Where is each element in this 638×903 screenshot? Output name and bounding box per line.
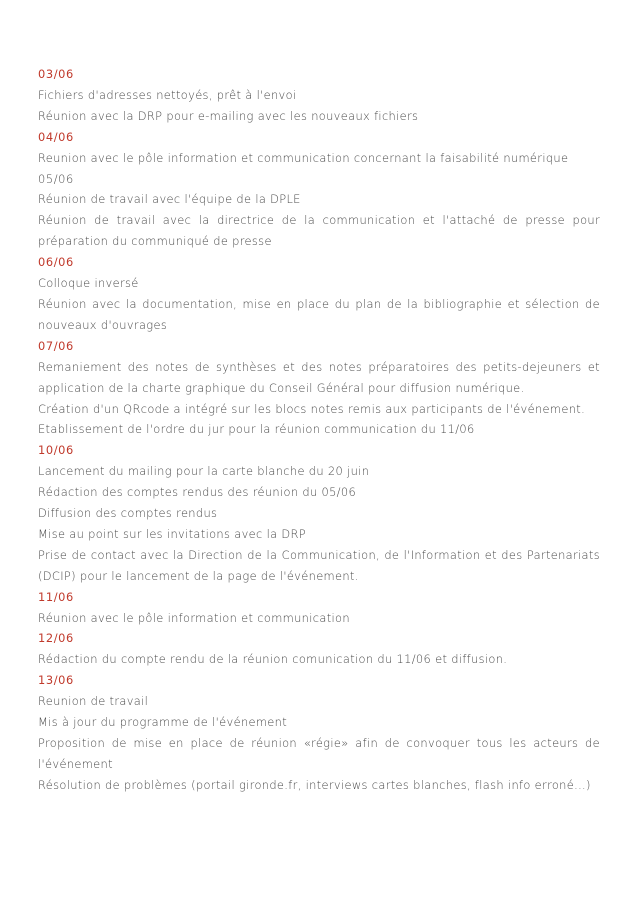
entry-item: Lancement du mailing pour la carte blanche du 20 juin bbox=[38, 464, 370, 479]
entry-item: Colloque inversé bbox=[38, 276, 139, 291]
entry-item: Etablissement de l'ordre du jur pour la réunion communication du 11/06 bbox=[38, 422, 475, 437]
entry-item: Diffusion des comptes rendus bbox=[38, 506, 218, 521]
entry-item: Prise de contact avec la Direction de la Communication, de l'Information et des Partenariats (DCIP) pour le lancement de la page de l'événement. bbox=[38, 547, 600, 583]
entry-item: Mise au point sur les invitations avec la DRP bbox=[38, 526, 307, 541]
entry-date: 13/06 bbox=[38, 673, 74, 688]
entry-date: 07/06 bbox=[38, 338, 74, 353]
entry-date: 03/06 bbox=[38, 67, 74, 81]
entry-date: 11/06 bbox=[38, 589, 74, 604]
entry-item: Remaniement des notes de synthèses et des notes préparatoires des petits-dejeuners et application de la charte graphique du Conseil Général pour diffusion numérique. bbox=[38, 359, 600, 395]
entry-item: Réunion avec le pôle information et communication bbox=[38, 610, 350, 625]
journal-document bbox=[38, 64, 600, 796]
entry-item: Rédaction du compte rendu de la réunion comunication du 11/06 et diffusion. bbox=[38, 652, 508, 667]
entry-item: Reunion de travail bbox=[38, 694, 149, 709]
entry-item: Reunion avec le pôle information et communication concernant la faisabilité numérique bbox=[38, 150, 569, 165]
entry-item: Résolution de problèmes (portail gironde.fr, interviews cartes blanches, flash info erroné...) bbox=[38, 777, 591, 792]
entry-date: 04/06 bbox=[38, 129, 74, 144]
entry-item: Fichiers d'adresses nettoyés, prêt à l'envoi bbox=[38, 87, 297, 102]
entry-item: Réunion de travail avec l'équipe de la DPLE bbox=[38, 192, 301, 207]
entry-item: Proposition de mise en place de réunion «régie» afin de convoquer tous les acteurs de l'événement bbox=[38, 736, 600, 771]
entry-item: Réunion de travail avec la directrice de la communication et l'attaché de presse pour préparation du communiqué de presse bbox=[38, 213, 600, 249]
entry-item: Création d'un QRcode a intégré sur les blocs notes remis aux participants de l'événement. bbox=[38, 401, 586, 416]
entry-item: Réunion avec la DRP pour e-mailing avec les nouveaux fichiers bbox=[38, 108, 419, 123]
entry-date: 05/06 bbox=[38, 171, 74, 186]
entry-date: 12/06 bbox=[38, 631, 74, 646]
entry-date: 06/06 bbox=[38, 255, 74, 270]
entry-item: Réunion avec la documentation, mise en place du plan de la bibliographie et sélection de nouveaux d'ouvrages bbox=[38, 296, 600, 332]
entry-date: 10/06 bbox=[38, 443, 74, 458]
entry-item: Mis à jour du programme de l'événement bbox=[38, 715, 288, 730]
entry-item: Rédaction des comptes rendus des réunion du 05/06 bbox=[38, 485, 357, 500]
